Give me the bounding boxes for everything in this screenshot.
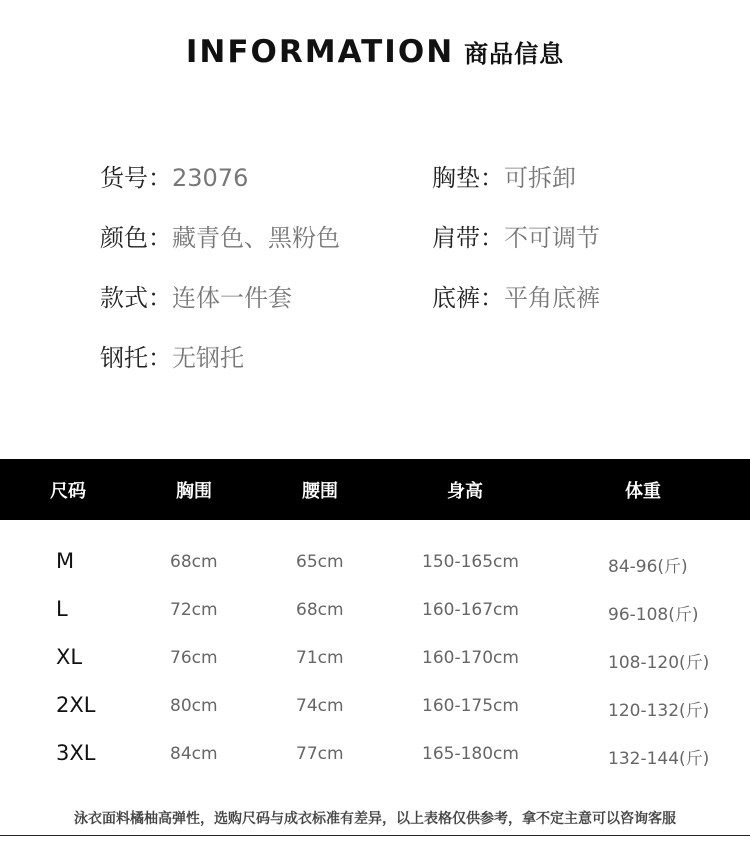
- cell-height: 160-175cm: [422, 696, 519, 716]
- size-table-header: [0, 459, 750, 520]
- info-label: 货号：: [100, 164, 172, 192]
- header-size: 尺码: [50, 481, 86, 502]
- cell-bust: 68cm: [170, 552, 218, 572]
- footer-divider: [0, 835, 750, 836]
- info-shoulder-strap: [432, 218, 600, 253]
- title-chinese: 商品信息: [464, 40, 565, 68]
- page-title: [0, 34, 750, 70]
- cell-bust: 76cm: [170, 648, 218, 668]
- cell-waist: 77cm: [296, 744, 344, 764]
- header-waist: 腰围: [302, 481, 338, 502]
- info-value: 藏青色、黑粉色: [172, 224, 340, 252]
- info-value: 可拆卸: [504, 164, 576, 192]
- info-label: 肩带：: [432, 224, 504, 252]
- info-color: [100, 218, 340, 253]
- cell-height: 160-167cm: [422, 600, 519, 620]
- cell-height: 165-180cm: [422, 744, 519, 764]
- info-label: 底裤：: [432, 284, 504, 312]
- cell-waist: 74cm: [296, 696, 344, 716]
- cell-weight: 132-144(斤): [608, 749, 710, 769]
- info-value: 不可调节: [504, 224, 600, 252]
- cell-size: 2XL: [56, 693, 96, 717]
- info-value: 平角底裤: [504, 284, 600, 312]
- cell-size: M: [56, 549, 75, 573]
- info-value: 23076: [172, 164, 249, 192]
- cell-bust: 72cm: [170, 600, 218, 620]
- cell-size: L: [56, 597, 68, 621]
- cell-size: XL: [56, 645, 83, 669]
- cell-waist: 71cm: [296, 648, 344, 668]
- footer-note: 泳衣面料橘柚高弹性，选购尺码与成衣标准有差异，以上表格仅供参考，拿不定主意可以咨询客服: [74, 811, 676, 827]
- info-item-number: [100, 158, 248, 193]
- info-label: 款式：: [100, 284, 172, 312]
- info-label: 胸垫：: [432, 164, 504, 192]
- cell-height: 150-165cm: [422, 552, 519, 572]
- info-label: 颜色：: [100, 224, 172, 252]
- cell-bust: 80cm: [170, 696, 218, 716]
- cell-weight: 120-132(斤): [608, 701, 710, 721]
- info-underwire: [100, 338, 244, 373]
- header-weight: 体重: [625, 481, 661, 502]
- info-chest-pad: [432, 158, 576, 193]
- header-height: 身高: [447, 481, 483, 502]
- info-style: [100, 278, 292, 313]
- title-english: INFORMATION: [185, 34, 455, 70]
- header-bust: 胸围: [176, 481, 212, 502]
- info-value: 无钢托: [172, 344, 244, 372]
- cell-weight: 84-96(斤): [608, 557, 688, 577]
- cell-waist: 65cm: [296, 552, 344, 572]
- info-value: 连体一件套: [172, 284, 292, 312]
- cell-weight: 96-108(斤): [608, 605, 699, 625]
- cell-weight: 108-120(斤): [608, 653, 710, 673]
- cell-height: 160-170cm: [422, 648, 519, 668]
- cell-size: 3XL: [56, 741, 96, 765]
- cell-waist: 68cm: [296, 600, 344, 620]
- info-label: 钢托：: [100, 344, 172, 372]
- cell-bust: 84cm: [170, 744, 218, 764]
- info-bottom: [432, 278, 600, 313]
